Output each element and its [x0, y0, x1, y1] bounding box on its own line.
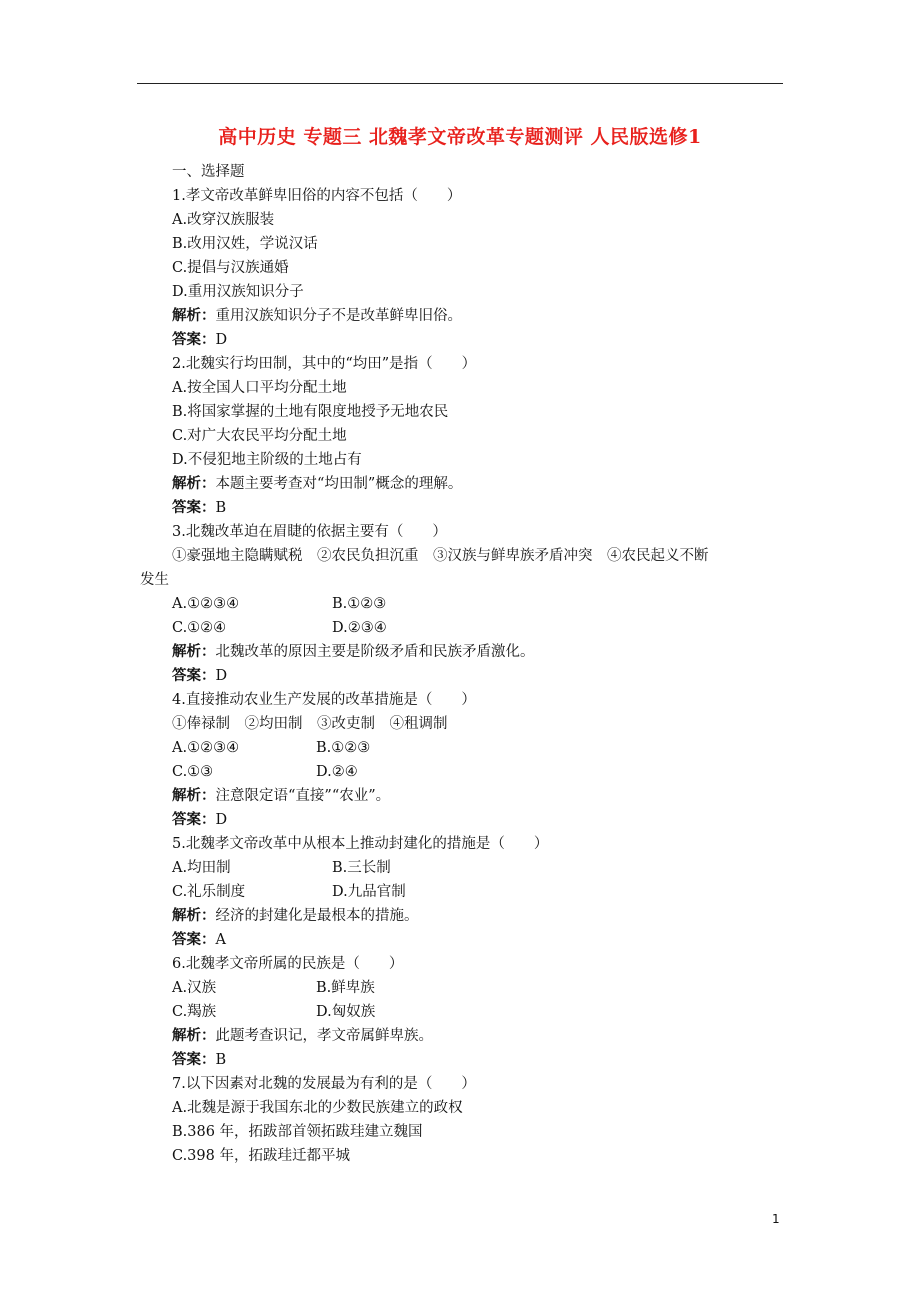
answer-value: B: [215, 1052, 227, 1068]
answer-label: 答案：: [172, 931, 216, 948]
question-7-option-c: C.398 年，拓跋珪迁都平城: [172, 1148, 350, 1164]
option-a: A.①②③④: [172, 596, 240, 612]
option-c: C.礼乐制度: [172, 884, 246, 900]
question-5-options-row-1: [172, 856, 784, 880]
answer-label: 答案：: [172, 1051, 216, 1068]
analysis-text: 北魏改革的原因主要是阶级矛盾和民族矛盾激化。: [215, 644, 535, 660]
question-1-option-d: D.重用汉族知识分子: [172, 284, 304, 300]
option-b: B.三长制: [332, 860, 391, 876]
question-4-options-row-1: [172, 736, 784, 760]
question-2-option-c: C.对广大农民平均分配土地: [172, 428, 347, 444]
answer-label: 答案：: [172, 499, 216, 516]
question-7-option-a: A.北魏是源于我国东北的少数民族建立的政权: [172, 1100, 463, 1116]
question-7-option-b: B.386 年，拓跋部首领拓跋珪建立魏国: [172, 1124, 423, 1140]
option-b: B.①②③: [316, 740, 371, 756]
question-2-answer: [172, 496, 784, 520]
question-2-option-b: B.将国家掌握的土地有限度地授予无地农民: [172, 404, 449, 420]
question-4-items: ①俸禄制 ②均田制 ③改吏制 ④租调制: [172, 716, 448, 732]
question-6-options-row-1: [172, 976, 784, 1000]
option-a: A.均田制: [172, 860, 231, 876]
analysis-text: 注意限定语“直接”“农业”。: [215, 788, 391, 804]
answer-value: D: [215, 812, 228, 828]
page-number: 1: [772, 1212, 780, 1226]
answer-value: D: [215, 668, 228, 684]
analysis-text: 经济的封建化是最根本的措施。: [215, 908, 419, 924]
question-6-analysis: [172, 1024, 784, 1048]
question-2-analysis: [172, 472, 784, 496]
question-2-stem: 2.北魏实行均田制，其中的“均田”是指（ ）: [172, 356, 477, 372]
question-4-analysis: [172, 784, 784, 808]
question-3-answer: [172, 664, 784, 688]
analysis-label: 解析：: [172, 907, 216, 924]
question-3-items-continued: 发生: [140, 572, 169, 588]
header-rule: [137, 83, 783, 84]
question-5-options-row-2: [172, 880, 784, 904]
question-6-options-row-2: [172, 1000, 784, 1024]
answer-value: B: [215, 500, 227, 516]
question-1-stem: 1.孝文帝改革鲜卑旧俗的内容不包括（ ）: [172, 188, 462, 204]
question-3-options-row-1: [172, 592, 784, 616]
question-1-option-a: A.改穿汉族服装: [172, 212, 275, 228]
analysis-text: 本题主要考查对“均田制”概念的理解。: [215, 476, 463, 492]
question-6-answer: [172, 1048, 784, 1072]
option-b: B.鲜卑族: [316, 980, 375, 996]
option-c: C.①③: [172, 764, 214, 780]
answer-label: 答案：: [172, 331, 216, 348]
option-c: C.羯族: [172, 1004, 217, 1020]
option-a: A.汉族: [172, 980, 217, 996]
question-1-analysis: [172, 304, 784, 328]
option-d: D.九品官制: [332, 884, 406, 900]
option-c: C.①②④: [172, 620, 227, 636]
analysis-label: 解析：: [172, 1027, 216, 1044]
option-b: B.①②③: [332, 596, 387, 612]
analysis-label: 解析：: [172, 643, 216, 660]
question-3-stem: 3.北魏改革迫在眉睫的依据主要有（ ）: [172, 524, 447, 540]
question-5-analysis: [172, 904, 784, 928]
question-5-stem: 5.北魏孝文帝改革中从根本上推动封建化的措施是（ ）: [172, 836, 549, 852]
question-4-stem: 4.直接推动农业生产发展的改革措施是（ ）: [172, 692, 476, 708]
answer-label: 答案：: [172, 811, 216, 828]
answer-value: A: [215, 932, 226, 948]
question-7-stem: 7.以下因素对北魏的发展最为有利的是（ ）: [172, 1076, 476, 1092]
analysis-label: 解析：: [172, 475, 216, 492]
question-1-option-b: B.改用汉姓，学说汉话: [172, 236, 318, 252]
analysis-label: 解析：: [172, 787, 216, 804]
analysis-text: 此题考查识记，孝文帝属鲜卑族。: [215, 1028, 433, 1044]
question-1-answer: [172, 328, 784, 352]
answer-label: 答案：: [172, 667, 216, 684]
question-6-stem: 6.北魏孝文帝所属的民族是（ ）: [172, 956, 404, 972]
question-5-answer: [172, 928, 784, 952]
document-title: 高中历史 专题三 北魏孝文帝改革专题测评 人民版选修1: [218, 126, 702, 148]
question-2-option-d: D.不侵犯地主阶级的土地占有: [172, 452, 362, 468]
option-d: D.匈奴族: [316, 1004, 376, 1020]
question-3-items: ①豪强地主隐瞒赋税 ②农民负担沉重 ③汉族与鲜卑族矛盾冲突 ④农民起义不断: [172, 548, 709, 564]
question-3-options-row-2: [172, 616, 784, 640]
analysis-label: 解析：: [172, 307, 216, 324]
question-1-option-c: C.提倡与汉族通婚: [172, 260, 289, 276]
question-4-answer: [172, 808, 784, 832]
option-d: D.②③④: [332, 620, 387, 636]
option-d: D.②④: [316, 764, 358, 780]
option-a: A.①②③④: [172, 740, 240, 756]
answer-value: D: [215, 332, 228, 348]
section-heading: 一、选择题: [172, 164, 245, 180]
question-3-analysis: [172, 640, 784, 664]
analysis-text: 重用汉族知识分子不是改革鲜卑旧俗。: [215, 308, 462, 324]
question-list: [140, 160, 784, 1168]
question-2-option-a: A.按全国人口平均分配土地: [172, 380, 347, 396]
question-4-options-row-2: [172, 760, 784, 784]
